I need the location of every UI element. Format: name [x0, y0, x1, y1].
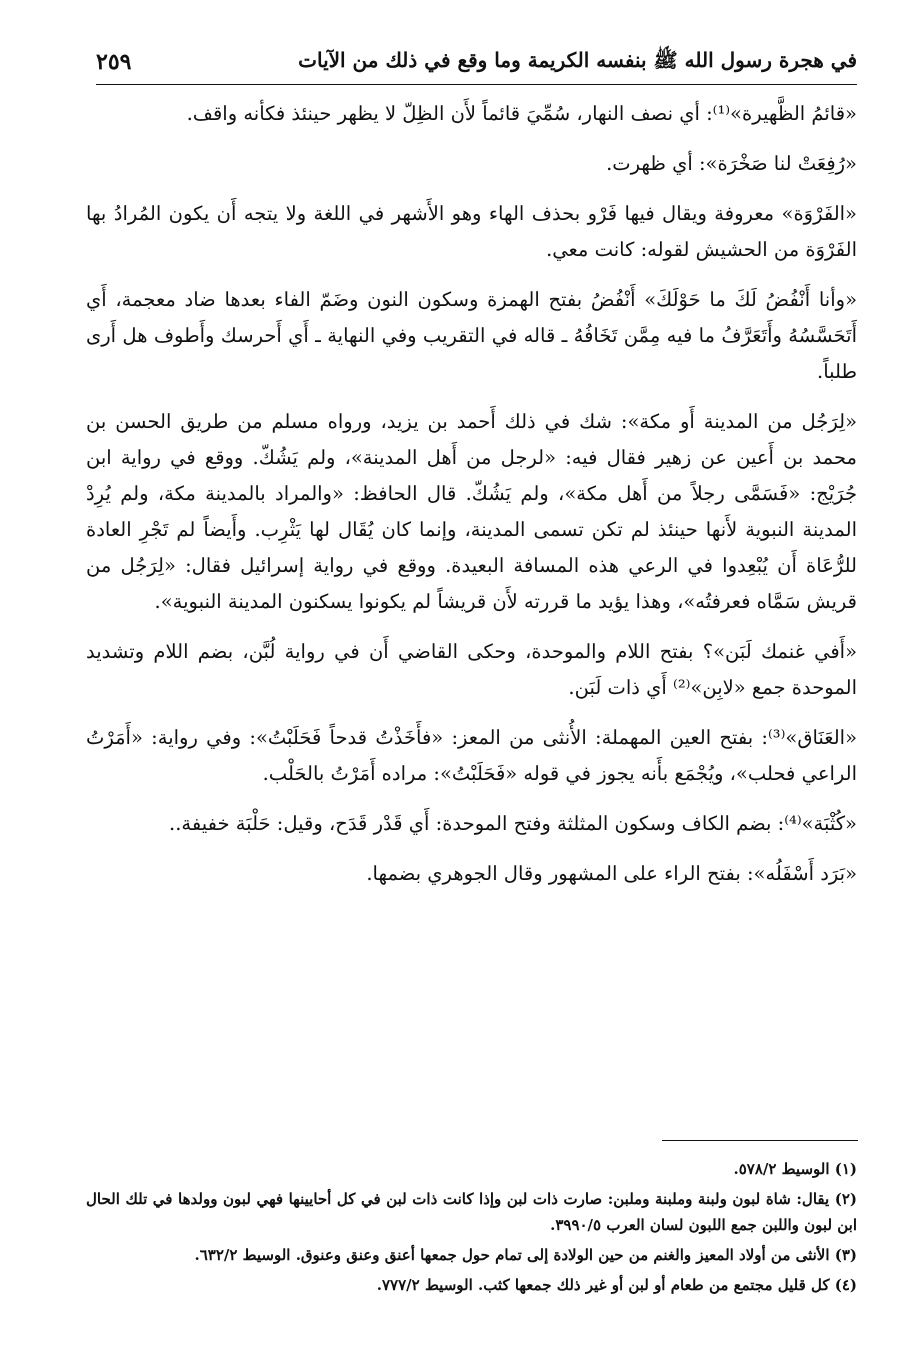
paragraph-barad: «بَرَد أَسْفَلُه»: بفتح الراء على المشهور وقال الجوهري بضمها.: [366, 862, 857, 885]
paragraph-rajul: «لِرَجُل من المدينة أَو مكة»: شك في ذلك أَحمد بن يزيد، ورواه مسلم من طريق الحسن بن محمد بن أَعين عن زهير فقال فيه: «لرجل من أَهل المدينة»، ولم يَشُكّ. ووقع في رواية ابن جُرَيْج: «فَسَمَّى رجلاً من أَهل مكة»، ولم يَشُكّ. قال الحافظ: «والمراد بالمدينة مكة، ولم يُرِدْ المدينة النبوية لأَنها حينئذ لم تكن تسمى المدينة، وإنما كان يُقَال لها يَثْرِب. وأَيضاً لم تَجْرِ العادة للرُّعَاة أَن يُبْعِدوا في الرعي هذه المسافة البعيدة. ووقع في رواية إسرائيل فقال: «لِرَجُل من قريش سَمَّاه فعرفتُه»، وهذا يؤيد ما قررته لأَن قريشاً لم يكونوا يسكنون المدينة النبوية».: [86, 410, 857, 613]
paragraph-sakhra: «رُفِعَتْ لنا صَخْرَة»: أي ظهرت.: [606, 152, 857, 175]
header-rule: [96, 84, 857, 85]
main-text: [86, 96, 857, 906]
paragraph-kuthba: «كُثْبَة»⁽⁴⁾: بضم الكاف وسكون المثلثة وفتح الموحدة: أَي قَدْر قَدَح، وقيل: حَلْبَة خفيفة..: [169, 812, 857, 835]
footnote-rule: [662, 1140, 858, 1141]
footnote-3: (٣) الأنثى من أولاد المعيز والغنم من حين الولادة إلى تمام حول جمعها أعنق وعنق وعنوق. الوسيط ٦٣٢/٢.: [194, 1246, 857, 1264]
chapter-title: في هجرة رسول الله ﷺ بنفسه الكريمة وما وقع في ذلك من الآيات: [298, 47, 857, 72]
paragraph-qaim-dhahira: «قائمُ الظَّهيرة»⁽¹⁾: أي نصف النهار، سُمِّيَ قائماً لأَن الظِلّ لا يظهر حينئذ فكأنه واقف.: [186, 102, 857, 125]
paragraph-laban: «أَفي غنمك لَبَن»؟ بفتح اللام والموحدة، وحكى القاضي أَن في رواية لُبَّن، بضم اللام وتشديد الموحدة جمع «لابِن»⁽²⁾ أَي ذات لَبَن.: [86, 640, 858, 699]
footnote-1: (١) الوسيط ٥٧٨/٢.: [733, 1160, 857, 1178]
paragraph-anaq: «العَنَاق»⁽³⁾: بفتح العين المهملة: الأُنثى من المعز: «فأَخَذْتُ قدحاً فَحَلَبْتُ»: وفي رواية: «أَمَرْتُ الراعي فحلب»، ويُجْمَع بأَنه يجوز في قوله «فَحَلَبْتُ»: مراده أَمَرْتُ بالحَلْب.: [86, 726, 857, 785]
paragraph-anfud: «وأنا أَنْفُضُ لَكَ ما حَوْلَكَ» أَنْفُضُ بفتح الهمزة وسكون النون وضَمّ الفاء بعدها ضاد معجمة، أَي أَتَحَسَّسُهُ وأَتَعَرَّفُ ما فيه مِمَّن تَخَافُهُ ـ قاله في التقريب وفي النهاية ـ أَي أَحرسك وأَطوف هل أَرى طلباً.: [86, 288, 857, 383]
running-header: [96, 42, 857, 82]
footnote-4: (٤) كل قليل مجتمع من طعام أو لبن أو غير ذلك جمعها كثب. الوسيط ٧٧٧/٢.: [376, 1276, 857, 1294]
footnotes: [86, 1156, 857, 1302]
footnote-2: (٢) يقال: شاة لبون ولبنة وملبنة وملبن: صارت ذات لبن وإذا كانت ذات لبن في كل أحايينها فهي لبون وولدها في تلك الحال ابن لبون واللبن جمع اللبون لسان العرب ٣٩٩٠/٥.: [86, 1190, 857, 1234]
paragraph-farwa: «الفَرْوَة» معروفة ويقال فيها فَرْو بحذف الهاء وهو الأَشهر في اللغة ولا يتجه أَن يكون المُرادُ بها الفَرْوَة من الحشيش لقوله: كانت معي.: [86, 202, 857, 261]
page-number: ٢٥٩: [96, 49, 132, 75]
